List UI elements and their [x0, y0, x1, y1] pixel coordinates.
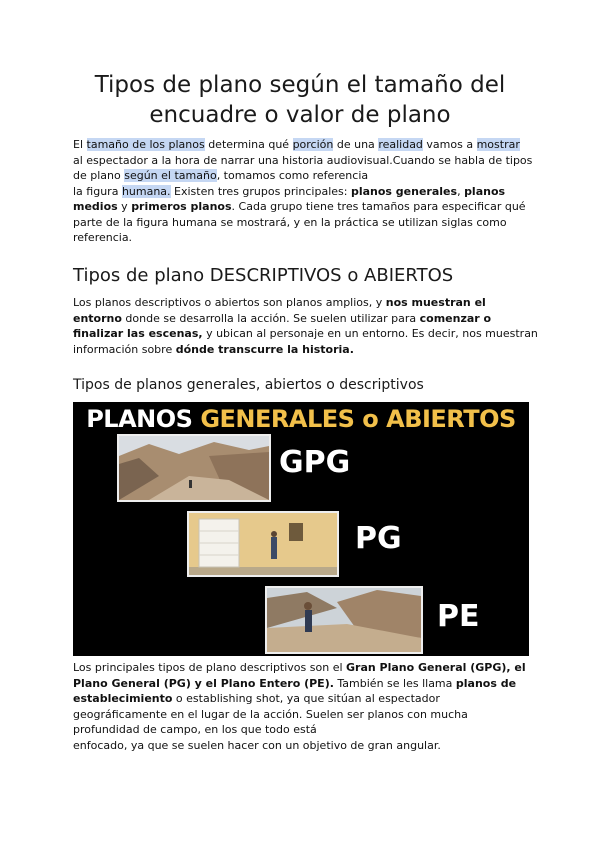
title-line-2: encuadre o valor de plano [149, 102, 451, 128]
section-paragraph [73, 295, 538, 357]
bold-text: nos muestran el [385, 296, 486, 309]
text-run: o establishing shot, ya que sitúan al espectador [172, 692, 440, 705]
bold-text: establecimiento [73, 692, 173, 705]
bold-text: planos [464, 184, 506, 198]
text-run: También se les llama [333, 676, 456, 690]
pg-photo [187, 511, 339, 577]
bold-text: entorno [73, 311, 122, 325]
bold-text: primeros planos [131, 200, 232, 213]
highlighted-text: humana. [121, 184, 171, 198]
bold-text: medios [73, 200, 118, 213]
highlighted-text: realidad [378, 138, 423, 151]
text-run: Los planos descriptivos o abiertos son planos amplios, y [73, 296, 386, 309]
bold-text: planos de [455, 676, 517, 690]
text-run: determina qué [204, 138, 293, 151]
text-line: enfocado, ya que se suelen hacer con un objetivo de gran angular. [73, 738, 441, 752]
text-run: donde se desarrolla la acción. Se suelen utilizar para [121, 311, 420, 325]
text-run: de una [333, 138, 379, 151]
text-run: de plano [73, 169, 125, 182]
text-run: y ubican al personaje en un entorno. Es decir, nos muestran [202, 327, 538, 340]
closing-paragraph [73, 660, 533, 753]
bold-text: finalizar las escenas, [73, 327, 203, 340]
text-line: parte de la figura humana se mostrará, y en la práctica se utilizan siglas como [73, 215, 507, 229]
subheading: Tipos de planos generales, abiertos o descriptivos [73, 377, 424, 393]
text-run: . Cada grupo tiene tres tamaños para especificar qué [231, 200, 526, 213]
text-run: la figura [73, 184, 122, 198]
text-line: profundidad de campo, en los que todo está [73, 723, 317, 736]
text-run: Los principales tipos de plano descriptivos son el [73, 661, 347, 674]
label-pe: PE [437, 599, 480, 634]
highlighted-text: tamaño de los planos [86, 138, 205, 151]
text-run: información sobre [73, 342, 176, 356]
section-heading: Tipos de plano DESCRIPTIVOS o ABIERTOS [73, 265, 454, 286]
figure-title-text: PLANOS [86, 405, 201, 433]
text-run: , tomamos como referencia [216, 169, 369, 182]
page-title [60, 70, 540, 130]
bold-text: Gran Plano General (GPG), el [346, 661, 526, 674]
text-run: , [457, 184, 465, 198]
label-gpg: GPG [279, 445, 351, 480]
bold-text: planos generales [350, 184, 458, 198]
bold-text: Plano General (PG) y el Plano Entero (PE). [73, 676, 334, 690]
highlighted-text: porción [292, 138, 334, 151]
bold-text: comenzar o [419, 311, 492, 325]
gpg-photo [117, 434, 271, 502]
text-run: El [73, 138, 87, 151]
text-run: Existen tres grupos principales: [170, 184, 351, 198]
figure-title-accent: GENERALES o ABIERTOS [200, 405, 516, 433]
figure-title [73, 404, 529, 434]
text-run: y [117, 200, 132, 213]
bold-text: dónde transcurre la historia. [175, 342, 354, 356]
intro-paragraph [73, 137, 533, 246]
text-run: vamos a [422, 138, 477, 151]
highlighted-text: según el tamaño [124, 169, 217, 182]
planos-generales-figure [73, 402, 529, 656]
highlighted-text: mostrar [476, 138, 520, 151]
title-line-1: Tipos de plano según el tamaño del [94, 72, 506, 98]
text-line: referencia. [73, 231, 133, 244]
pe-photo [265, 586, 423, 654]
text-line: al espectador a la hora de narrar una historia audiovisual.Cuando se habla de tipos [73, 153, 533, 167]
label-pg: PG [355, 521, 402, 556]
text-line: geográficamente en el lugar de la acción. Suelen ser planos con mucha [73, 707, 468, 721]
